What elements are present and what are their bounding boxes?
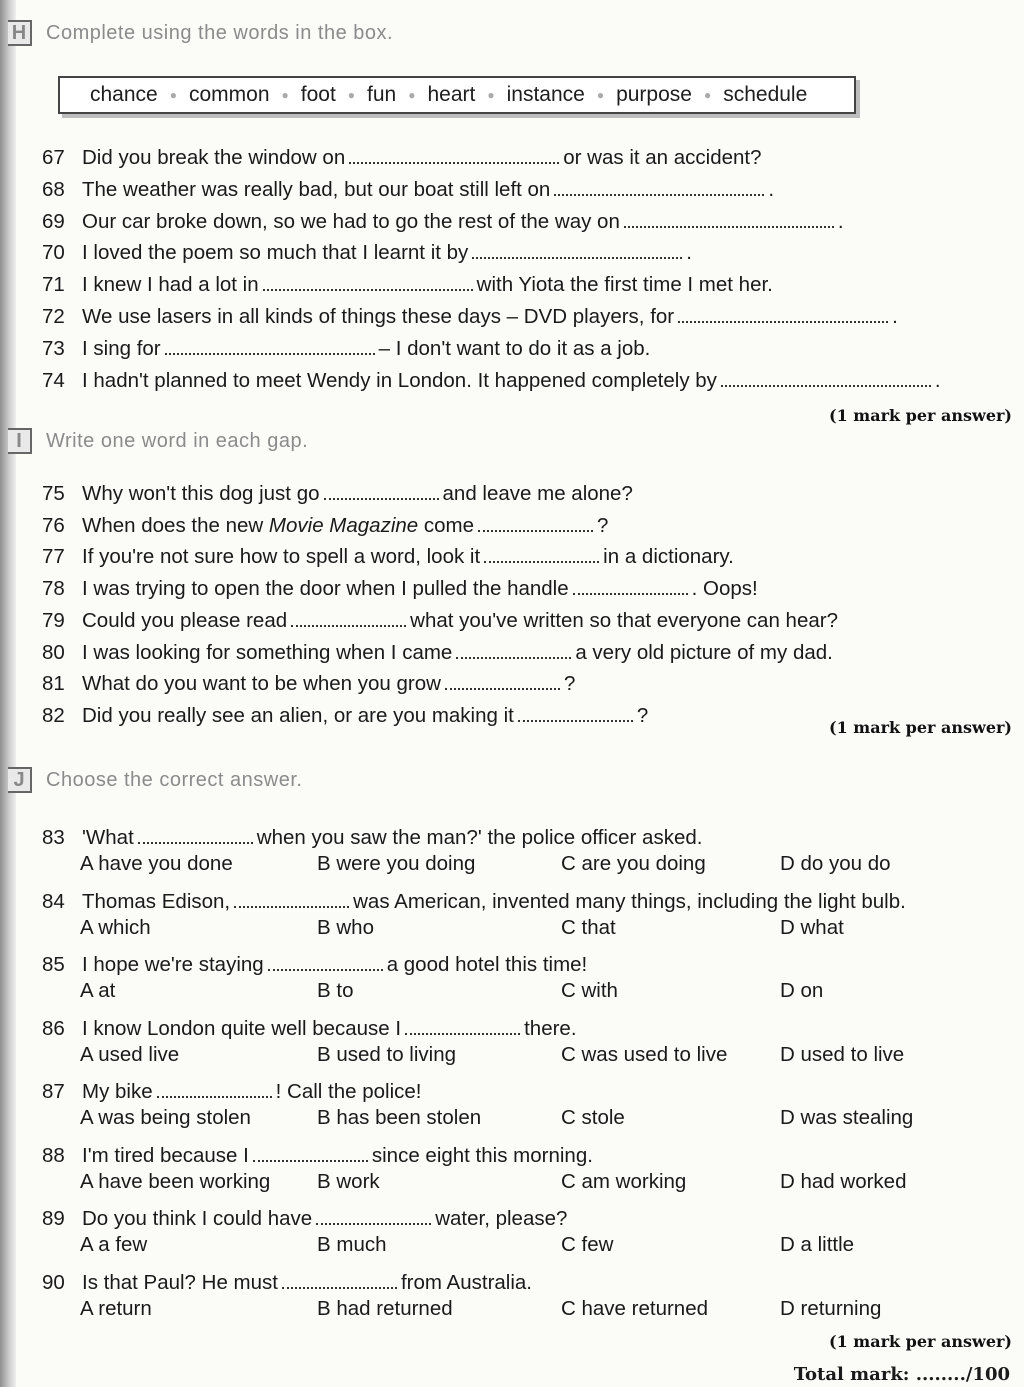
answer-option[interactable]: B were you doing <box>317 852 476 875</box>
question-number: 83 <box>42 826 65 849</box>
question-number: 78 <box>42 577 65 601</box>
word-box-word: schedule <box>723 83 808 106</box>
question-text-after: or was it an accident? <box>563 146 762 169</box>
question-text-before: Did you break the window on <box>82 146 346 169</box>
answer-option[interactable]: A at <box>80 979 116 1002</box>
word-box-word: purpose <box>616 83 692 106</box>
question-text-before: I'm tired because I <box>82 1143 249 1167</box>
question-number: 69 <box>42 209 65 233</box>
question-text-after: . <box>837 209 844 233</box>
question-line <box>42 890 906 914</box>
question-text-after: in a dictionary. <box>603 545 734 569</box>
question-line <box>42 953 587 977</box>
word-box-word: chance <box>90 83 158 106</box>
question-line <box>42 146 762 170</box>
question-line <box>42 1144 593 1168</box>
question-line <box>42 826 702 850</box>
question-text-after: was American, invented many things, including the light bulb. <box>353 889 906 913</box>
section-instruction: Write one word in each gap. <box>46 429 309 452</box>
question-text-before: I sing for <box>82 336 161 360</box>
answer-option[interactable]: A which <box>80 915 151 939</box>
marks-note: (1 mark per answer) <box>829 718 1012 737</box>
question-text-after: – I don't want to do it as a job. <box>378 336 651 360</box>
question-line <box>42 704 648 728</box>
question-text-before: Do you think I could have <box>82 1207 313 1230</box>
question-text-after: a good hotel this time! <box>386 953 588 976</box>
answer-option[interactable]: D returning <box>780 1296 882 1320</box>
question-text-before: Could you please read <box>82 608 288 632</box>
answer-option[interactable]: C few <box>561 1233 614 1256</box>
question-number: 76 <box>42 513 65 537</box>
question-text-after: . <box>934 368 941 392</box>
answer-option[interactable]: B had returned <box>317 1296 453 1320</box>
question-text-before: My bike <box>82 1080 153 1103</box>
answer-option[interactable]: D what <box>780 915 844 939</box>
answer-gap[interactable] <box>554 180 764 196</box>
question-line <box>42 1080 422 1104</box>
question-text-after: a very old picture of my dad. <box>575 640 833 664</box>
section-i-header <box>8 428 308 454</box>
answer-option[interactable]: B much <box>317 1233 387 1256</box>
marks-note: (1 mark per answer) <box>829 406 1012 425</box>
question-text-after: there. <box>524 1016 577 1040</box>
question-text-after: . <box>892 305 898 328</box>
question-number: 74 <box>42 368 65 392</box>
answer-option[interactable]: A have been working <box>80 1169 271 1193</box>
answer-gap[interactable] <box>624 212 834 228</box>
word-box-word: instance <box>506 83 585 106</box>
question-text-after: since eight this morning. <box>371 1143 593 1167</box>
question-number: 89 <box>42 1207 65 1230</box>
answer-gap[interactable] <box>157 1082 272 1098</box>
question-line <box>42 1271 532 1295</box>
answer-option[interactable]: B to <box>317 979 354 1002</box>
answer-option[interactable]: C are you doing <box>561 852 706 875</box>
question-text-after: . <box>686 241 692 265</box>
question-line <box>42 305 898 329</box>
word-box-word: foot <box>300 83 336 106</box>
answer-gap[interactable] <box>472 243 682 259</box>
question-line <box>42 1017 577 1041</box>
word-box-word: common <box>188 83 270 106</box>
section-j-header <box>8 767 302 793</box>
question-line <box>42 672 575 696</box>
question-line <box>42 577 758 601</box>
answer-gap[interactable] <box>484 547 599 563</box>
question-text-before: I know London quite well because I <box>82 1016 402 1040</box>
answer-option[interactable]: D do you do <box>780 852 891 875</box>
word-box <box>58 76 856 114</box>
section-letter: J <box>8 767 32 793</box>
question-text-before: I was trying to open the door when I pulled the handle <box>82 577 569 601</box>
section-instruction: Complete using the words in the box. <box>46 21 394 44</box>
question-number: 73 <box>42 336 65 360</box>
question-number: 68 <box>42 177 65 201</box>
question-text-after: ? <box>563 672 576 696</box>
question-number: 72 <box>42 305 65 328</box>
answer-option[interactable]: A used live <box>80 1042 180 1066</box>
question-number: 81 <box>42 672 65 696</box>
bullet-icon: ● <box>281 88 289 102</box>
question-text-before: We use lasers in all kinds of things these days – DVD players, for <box>82 305 675 328</box>
question-number: 79 <box>42 608 65 632</box>
answer-gap[interactable] <box>282 1273 397 1289</box>
question-text-after: water, please? <box>435 1207 568 1230</box>
answer-option[interactable]: D was stealing <box>780 1106 914 1129</box>
answer-gap[interactable] <box>445 674 560 690</box>
question-text-after: ? <box>636 703 649 727</box>
question-line <box>42 514 608 538</box>
question-line <box>42 609 838 633</box>
question-text-after: from Australia. <box>400 1270 533 1294</box>
answer-gap[interactable] <box>573 579 688 595</box>
word-box-word: fun <box>367 83 397 106</box>
question-text-after: ? <box>597 513 609 537</box>
question-text-before: I was looking for something when I came <box>82 640 453 664</box>
question-line <box>42 545 734 569</box>
answer-option[interactable]: A have you done <box>80 852 233 875</box>
answer-gap[interactable] <box>405 1019 520 1035</box>
answer-option[interactable]: C with <box>561 979 618 1002</box>
answer-gap[interactable] <box>456 643 571 659</box>
answer-option[interactable]: C have returned <box>561 1296 709 1320</box>
question-number: 75 <box>42 482 65 505</box>
magazine-title: Movie Magazine <box>268 513 419 537</box>
section-h-header <box>8 20 393 46</box>
question-text-before: I hope we're staying <box>82 953 264 976</box>
answer-option[interactable]: B who <box>317 915 374 939</box>
bullet-icon: ● <box>408 88 416 102</box>
question-text-mid: come <box>423 513 475 537</box>
answer-gap[interactable] <box>253 1146 368 1162</box>
question-text-after: . <box>768 177 775 201</box>
answer-option[interactable]: D used to live <box>780 1042 905 1066</box>
question-number: 90 <box>42 1270 65 1294</box>
question-text-after: what you've written so that everyone can hear? <box>410 608 838 632</box>
section-letter: H <box>8 20 32 46</box>
answer-option[interactable]: A a few <box>80 1233 148 1256</box>
question-line <box>42 273 773 297</box>
answer-gap[interactable] <box>678 307 888 323</box>
answer-gap[interactable] <box>324 484 439 500</box>
answer-option[interactable]: B used to living <box>317 1042 457 1066</box>
question-line <box>42 1207 567 1231</box>
bullet-icon: ● <box>347 88 356 102</box>
question-number: 86 <box>42 1016 65 1040</box>
answer-option[interactable]: C stole <box>561 1106 625 1129</box>
question-line <box>42 641 833 665</box>
question-line <box>42 482 633 506</box>
bullet-icon: ● <box>703 88 712 102</box>
answer-gap[interactable] <box>165 339 375 355</box>
question-text-before: The weather was really bad, but our boat still left on <box>82 177 551 201</box>
answer-option[interactable]: C was used to live <box>561 1042 728 1066</box>
question-text-before: Is that Paul? He must <box>82 1270 278 1294</box>
question-text-before: Did you really see an alien, or are you making it <box>82 703 514 727</box>
question-text-before: Why won't this dog just go <box>82 482 320 505</box>
answer-option[interactable]: C that <box>561 915 616 939</box>
question-number: 85 <box>42 953 65 976</box>
marks-note: (1 mark per answer) <box>829 1332 1012 1351</box>
answer-option[interactable]: D a little <box>780 1233 855 1256</box>
answer-gap[interactable] <box>721 371 931 387</box>
question-number: 82 <box>42 703 65 727</box>
question-text-after: with Yiota the first time I met her. <box>476 273 773 297</box>
question-number: 71 <box>42 273 65 297</box>
question-text-before: What do you want to be when you grow <box>82 672 441 696</box>
question-line <box>42 210 844 234</box>
question-number: 67 <box>42 146 65 169</box>
total-mark: Total mark: ......../100 <box>793 1364 1010 1385</box>
answer-gap[interactable] <box>349 148 559 164</box>
answer-gap[interactable] <box>478 516 593 532</box>
question-text-after: ! Call the police! <box>275 1080 422 1103</box>
question-number: 77 <box>42 545 65 569</box>
answer-option[interactable]: D had worked <box>780 1169 907 1193</box>
question-text-before: I loved the poem so much that I learnt it by <box>82 241 469 265</box>
bullet-icon: ● <box>596 88 605 102</box>
question-text-before: If you're not sure how to spell a word, look it <box>82 545 481 569</box>
question-text-before: I hadn't planned to meet Wendy in London. It happened completely by <box>82 368 717 392</box>
answer-option[interactable]: D on <box>780 979 824 1002</box>
bullet-icon: ● <box>169 88 177 102</box>
section-letter: I <box>8 428 32 454</box>
question-text-after: . Oops! <box>691 577 758 601</box>
question-text-before: Our car broke down, so we had to go the rest of the way on <box>82 209 620 233</box>
question-text-before: Thomas Edison, <box>82 889 231 913</box>
question-text-before: I knew I had a lot in <box>82 273 259 297</box>
question-number: 84 <box>42 889 65 913</box>
answer-gap[interactable] <box>234 892 349 908</box>
word-box-word: heart <box>427 83 476 106</box>
section-instruction: Choose the correct answer. <box>46 768 303 791</box>
answer-gap[interactable] <box>518 706 633 722</box>
answer-option[interactable]: A was being stolen <box>80 1106 251 1129</box>
answer-gap[interactable] <box>316 1209 431 1225</box>
bullet-icon: ● <box>487 88 495 102</box>
answer-option[interactable]: B work <box>317 1169 380 1193</box>
question-line <box>42 337 650 361</box>
question-text-after: and leave me alone? <box>442 482 633 505</box>
answer-option[interactable]: A return <box>80 1296 152 1320</box>
answer-gap[interactable] <box>291 611 406 627</box>
question-text-after: when you saw the man?' the police officer asked. <box>256 826 703 849</box>
answer-gap[interactable] <box>138 828 253 844</box>
question-line <box>42 178 774 202</box>
answer-gap[interactable] <box>263 275 473 291</box>
answer-gap[interactable] <box>268 955 383 971</box>
question-text-before: 'What <box>82 826 134 849</box>
answer-option[interactable]: B has been stolen <box>317 1106 482 1129</box>
question-number: 88 <box>42 1143 65 1167</box>
question-line <box>42 241 692 265</box>
question-number: 80 <box>42 640 65 664</box>
question-number: 70 <box>42 241 65 265</box>
question-line <box>42 369 941 393</box>
question-number: 87 <box>42 1080 65 1103</box>
answer-option[interactable]: C am working <box>561 1169 687 1193</box>
question-text-before: When does the new <box>82 513 264 537</box>
